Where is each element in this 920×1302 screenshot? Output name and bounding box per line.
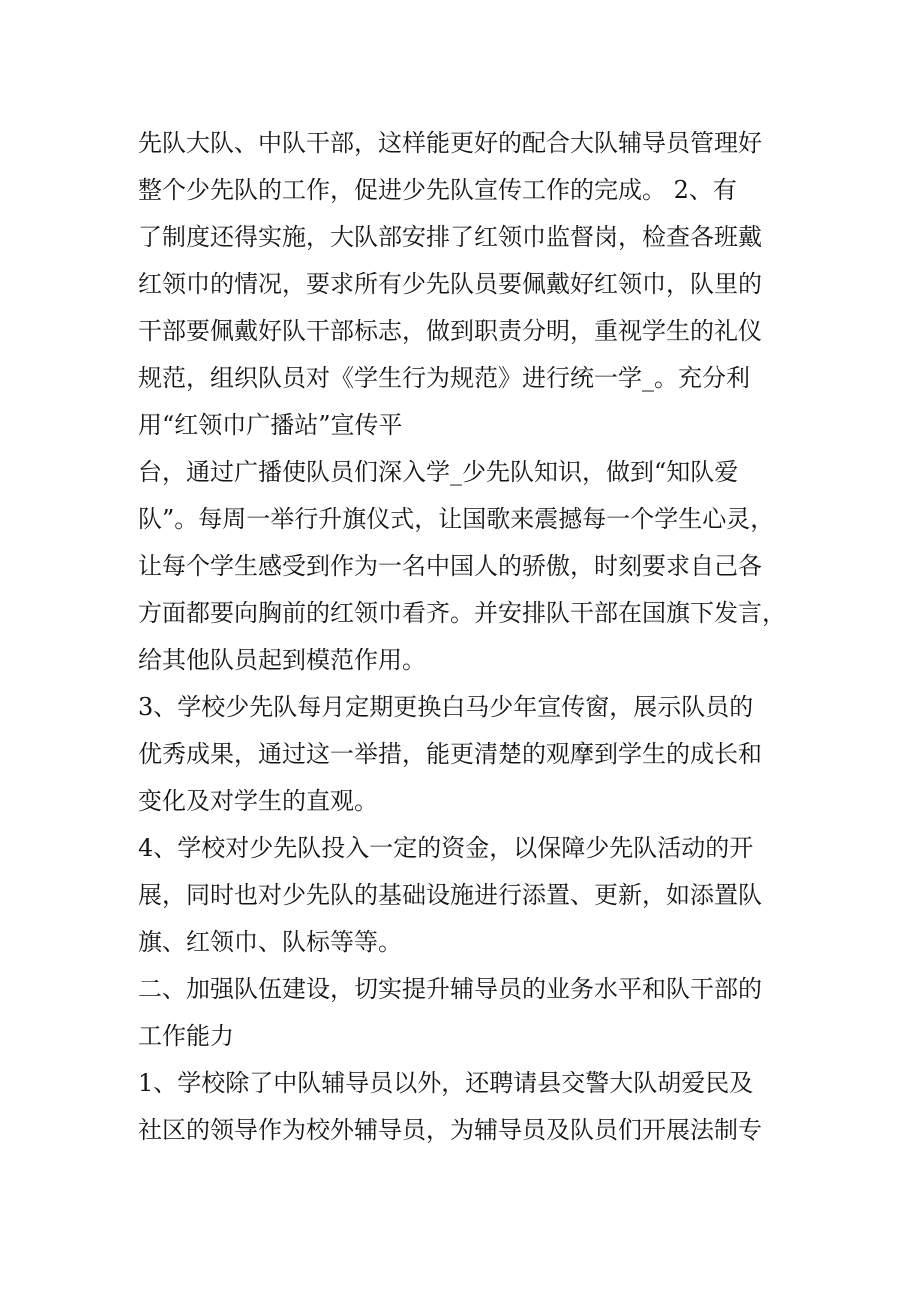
text-line: 二、加强队伍建设，切实提升辅导员的业务水平和队干部的 [138, 975, 762, 1003]
document-body [138, 120, 788, 1154]
text-line: 干部要佩戴好队干部标志，做到职责分明，重视学生的礼仪 [138, 317, 762, 345]
text-line: 工作能力 [138, 1022, 234, 1050]
text-line: 整个少先队的工作，促进少先队宣传工作的完成。 2、有 [138, 176, 737, 204]
text-line: 让每个学生感受到作为一名中国人的骄傲，时刻要求自己各 [138, 552, 762, 580]
text-line: 优秀成果，通过这一举措，能更清楚的观摩到学生的成长和 [138, 740, 762, 768]
text-line: 队”。每周一举行升旗仪式，让国歌来震撼每一个学生心灵， [138, 505, 775, 533]
text-line: 展，同时也对少先队的基础设施进行添置、更新，如添置队 [138, 881, 762, 909]
text-line: 4、学校对少先队投入一定的资金，以保障少先队活动的开 [138, 834, 754, 862]
text-line: 社区的领导作为校外辅导员，为辅导员及队员们开展法制专 [138, 1116, 762, 1144]
text-line: 变化及对学生的直观。 [138, 787, 378, 815]
text-line: 方面都要向胸前的红领巾看齐。并安排队干部在国旗下发言， [138, 599, 786, 627]
text-line: 1、学校除了中队辅导员以外，还聘请县交警大队胡爱民及 [138, 1069, 754, 1097]
text-line: 3、学校少先队每月定期更换白马少年宣传窗，展示队员的 [138, 693, 754, 721]
text-line: 台，通过广播使队员们深入学_少先队知识，做到“知队爱 [138, 458, 739, 486]
text-line: 用“红领巾广播站”宣传平 [138, 411, 403, 439]
text-line: 给其他队员起到模范作用。 [138, 646, 426, 674]
text-line: 先队大队、中队干部，这样能更好的配合大队辅导员管理好 [138, 129, 762, 157]
text-line: 旗、红领巾、队标等等。 [138, 928, 402, 956]
text-line: 规范，组织队员对《学生行为规范》进行统一学_。充分利 [138, 364, 750, 392]
text-line: 了制度还得实施，大队部安排了红领巾监督岗，检查各班戴 [138, 223, 762, 251]
text-line: 红领巾的情况，要求所有少先队员要佩戴好红领巾，队里的 [138, 270, 762, 298]
